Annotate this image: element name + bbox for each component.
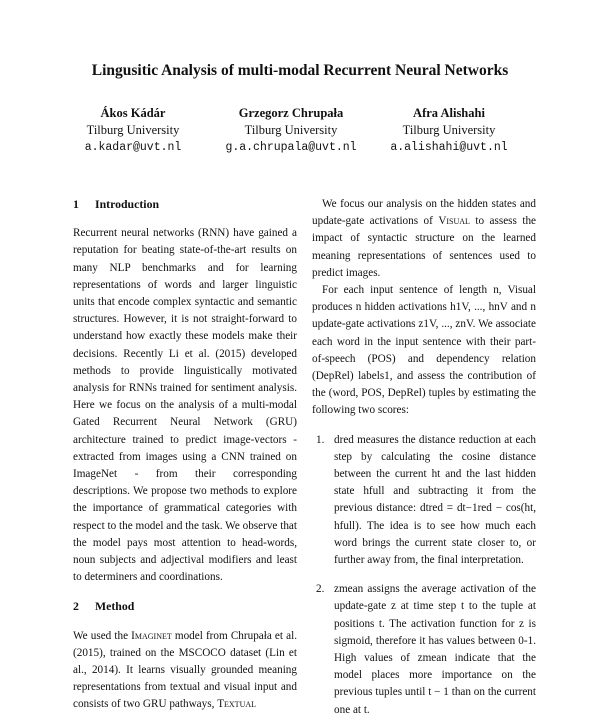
section-number: 2 [73, 599, 79, 614]
list-item-number: 2. [316, 583, 325, 596]
author-block [216, 105, 366, 156]
list-item-text: zmean assigns the average activation of the update-gate z at time step t to the tuple at positions t. The activation function for z is sigmoid, therefore it has values between 0-1. High values of zmean indicate that the model places more importance on the previous tuples until t − 1 than on the current one at t. [334, 583, 536, 716]
left-column [73, 196, 297, 714]
author-name: Grzegorz Chrupała [238, 106, 344, 120]
right-column [312, 196, 536, 719]
imaginet-term: Imaginet [131, 629, 172, 642]
author-name: Afra Alishahi [413, 106, 485, 120]
list-item [312, 432, 536, 570]
visual-term: Visual [438, 215, 470, 228]
author-email: a.kadar@uvt.nl [84, 141, 182, 154]
list-item-number: 1. [316, 433, 325, 446]
section-heading [73, 598, 297, 615]
textual-term: Textual [217, 698, 257, 711]
list-item-text: dred measures the distance reduction at each step by calculating the cosine distance between the current ht and the last hidden state hfull and subtracting it from the previous distance: dtred = dt−1red − cos(ht, hfull). The idea is to see how much each word brings the current state closer to, or further away from, the final interpretation. [334, 433, 536, 567]
section-title: Introduction [95, 197, 160, 211]
author-email: a.alishahi@uvt.nl [390, 141, 508, 154]
author-affiliation: Tilburg University [402, 123, 496, 137]
scores-paragraph: For each input sentence of length n, Visual produces n hidden activations h1V, ..., hnV and n update-gate activations z1V, ..., znV. We associate each word in the input sentence with their part-of-speech (POS) and dependency relation (DepRel) labels1, and assess the contribution of the (word, POS, DepRel) tuples by estimating the following two scores: [312, 284, 536, 417]
section-heading [73, 196, 297, 213]
section-title: Method [95, 599, 135, 614]
author-affiliation: Tilburg University [244, 123, 338, 137]
section-number: 1 [73, 197, 79, 211]
list-item [312, 581, 536, 719]
author-block [58, 105, 208, 156]
intro-paragraph: Recurrent neural networks (RNN) have gained a reputation for beating state-of-the-art results on many NLP benchmarks and for learning representations of words and larger linguistic units that encode complex syntactic and semantic structures. However, it is not straight-forward to understand how exactly these models make their decisions. Recently Li et al. (2015) developed methods to provide linguistically motivated analysis for RNNs trained for sentiment analysis. Here we focus on the analysis of a multi-modal Gated Recurrent Neural Network (GRU) architecture trained to predict image-vectors - extracted from images using a CNN trained on ImageNet - from their corresponding descriptions. We propose two methods to explore the importance of grammatical categories with respect to the model and the task. We observe that the model pays most attention to head-words, noun subjects and adjectival modifiers and least to determiners and coordinations. [73, 227, 297, 584]
author-affiliation: Tilburg University [86, 123, 180, 137]
author-block [374, 105, 524, 156]
focus-paragraph: We focus our analysis on the hidden states and update-gate activations of Visual to assess the impact of syntactic structure on the learned meaning representations of sentences used to predict images. [312, 198, 537, 279]
author-email: g.a.chrupala@uvt.nl [225, 141, 357, 154]
author-name: Ákos Kádár [100, 106, 166, 120]
method-paragraph: We used the Imaginet model from Chrupała et al. (2015), trained on the MSCOCO dataset (Lin et al., 2014). It learns visually grounded meaning representations from textual and visual input and consists of two GRU pathways, Textual [73, 629, 297, 711]
paper-title: Lingusitic Analysis of multi-modal Recurrent Neural Networks [91, 62, 509, 79]
